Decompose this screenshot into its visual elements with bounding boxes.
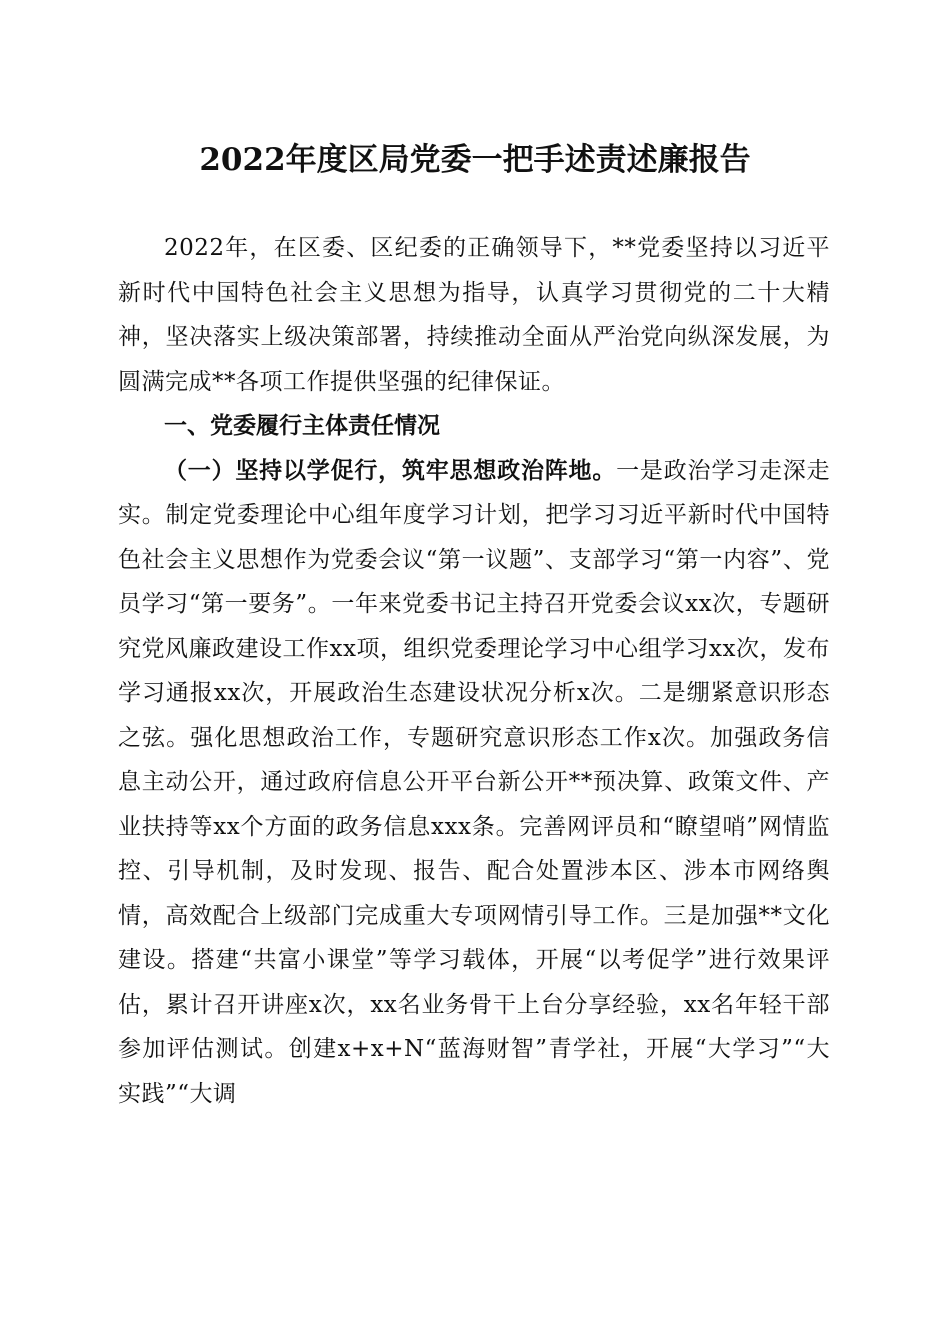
document-body (118, 226, 830, 1116)
subsection-paragraph (118, 449, 830, 1117)
document-title: 2022年度区局党委一把手述责述廉报告 (199, 142, 751, 178)
intro-paragraph: 2022年，在区委、区纪委的正确领导下，**党委坚持以习近平新时代中国特色社会主义思想为指导，认真学习贯彻党的二十大精神，坚决落实上级决策部署，持续推动全面从严治党向纵深发展，为圆满完成**各项工作提供坚强的纪律保证。 (118, 235, 830, 395)
section-heading: 一、党委履行主体责任情况 (164, 413, 440, 439)
subsection-body: 一是政治学习走深走实。制定党委理论中心组年度学习计划，把学习习近平新时代中国特色社会主义思想作为党委会议“第一议题”、支部学习“第一内容”、党员学习“第一要务”。一年来党委书记主持召开党委会议xx次，专题研究党风廉政建设工作xx项，组织党委理论学习中心组学习xx次，发布学习通报xx次，开展政治生态建设状况分析x次。二是绷紧意识形态之弦。强化思想政治工作，专题研究意识形态工作x次。加强政务信息主动公开，通过政府信息公开平台新公开**预决算、政策文件、产业扶持等xx个方面的政务信息xxx条。完善网评员和“瞭望哨”网情监控、引导机制，及时发现、报告、配合处置涉本区、涉本市网络舆情，高效配合上级部门完成重大专项网情引导工作。三是加强**文化建设。搭建“共富小课堂”等学习载体，开展“以考促学”进行效果评估，累计召开讲座x次，xx名业务骨干上台分享经验，xx名年轻干部参加评估测试。创建x+x+N“蓝海财智”青学社，开展“大学习”“大实践”“大调 (118, 457, 831, 1107)
subsection-lead: （一）坚持以学促行，筑牢思想政治阵地。 (164, 457, 617, 484)
